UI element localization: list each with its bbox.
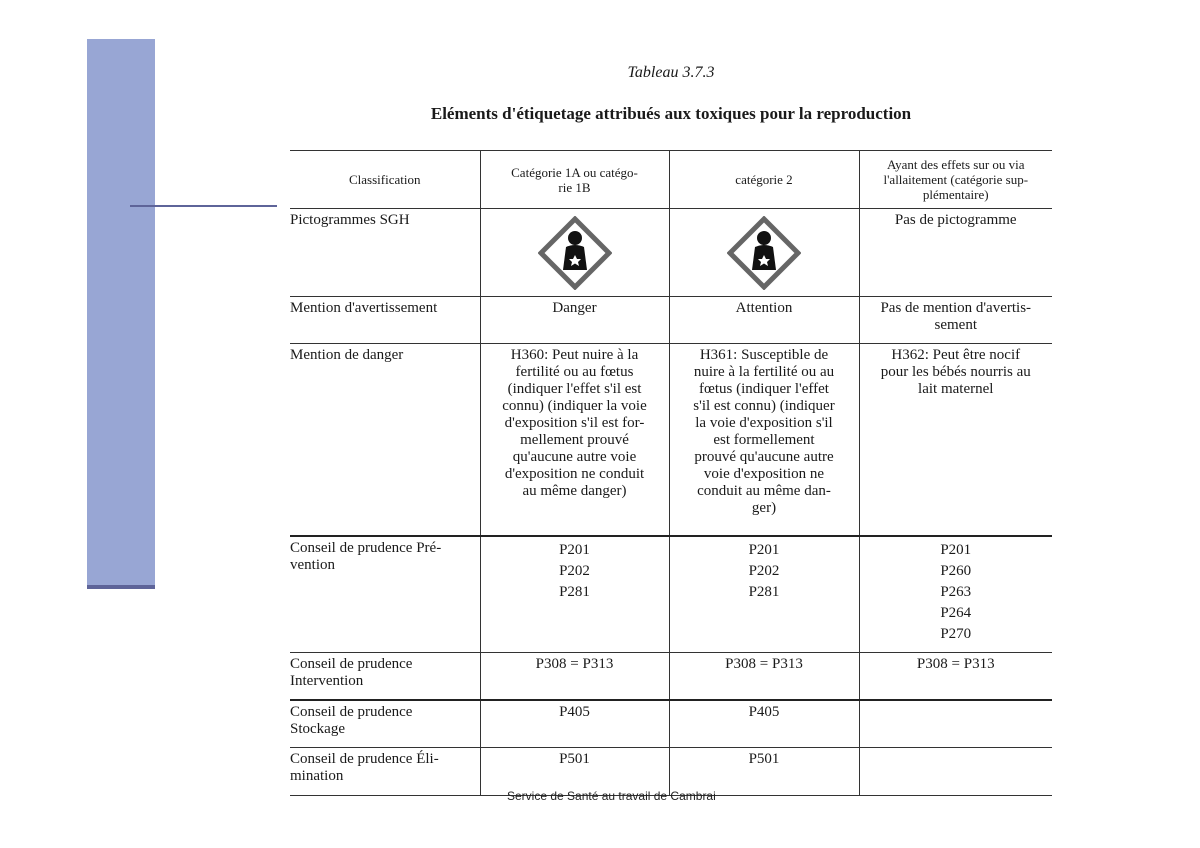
disposal-cat1: P501 xyxy=(480,748,669,796)
row-label: Conseil de prudence Stockage xyxy=(290,703,413,737)
signal-word-cat1: Danger xyxy=(480,297,669,344)
signal-word-lactation: Pas de mention d'avertis- sement xyxy=(859,297,1052,344)
row-label: Conseil de prudence Intervention xyxy=(290,656,413,689)
table-row-prevention xyxy=(290,536,1052,653)
storage-lactation xyxy=(859,700,1052,748)
table-row-intervention xyxy=(290,653,1052,700)
footer-text: Service de Santé au travail de Cambrai xyxy=(507,789,716,803)
header-classification: Classification xyxy=(349,172,421,187)
hazard-lactation: H362: Peut être nocif pour les bébés nourris au lait maternel xyxy=(859,344,1052,536)
health-hazard-icon xyxy=(727,216,801,290)
prevention-cat1: P201 P202 P281 xyxy=(480,536,669,653)
no-pictogram-text: Pas de pictogramme xyxy=(859,209,1052,297)
signal-word-cat2: Attention xyxy=(669,297,859,344)
pictogram-cell xyxy=(480,209,669,297)
header-category-1: Catégorie 1A ou catégo- rie 1B xyxy=(480,151,669,209)
storage-cat2: P405 xyxy=(669,700,859,748)
hazard-cat1: H360: Peut nuire à la fertilité ou au fœtus (indiquer l'effet s'il est connu) (indiquer la voie d'exposition s'il est for- mellement prouvé qu'aucune autre voie d'exposition ne conduit au même danger) xyxy=(480,344,669,536)
table-caption: Tableau 3.7.3 xyxy=(627,64,715,81)
table-row-signal-word xyxy=(290,297,1052,344)
pictogram-cell xyxy=(669,209,859,297)
table-row-storage xyxy=(290,700,1052,748)
prevention-cat2: P201 P202 P281 xyxy=(669,536,859,653)
intervention-cat2: P308 = P313 xyxy=(669,653,859,700)
header-lactation: Ayant des effets sur ou via l'allaitement (catégorie sup- plémentaire) xyxy=(859,151,1052,209)
table-header-row xyxy=(290,151,1052,209)
prevention-lactation: P201 P260 P263 P264 P270 xyxy=(859,536,1052,653)
row-label: Conseil de prudence Éli- mination xyxy=(290,751,439,784)
intervention-lactation: P308 = P313 xyxy=(859,653,1052,700)
health-hazard-icon xyxy=(538,216,612,290)
labeling-table xyxy=(290,150,1052,796)
table-row-pictograms xyxy=(290,209,1052,297)
table-row-hazard xyxy=(290,344,1052,536)
row-label: Conseil de prudence Pré- vention xyxy=(290,539,442,573)
storage-cat1: P405 xyxy=(480,700,669,748)
divider-line xyxy=(130,205,277,207)
row-label: Mention d'avertissement xyxy=(290,300,438,316)
disposal-cat2: P501 xyxy=(669,748,859,796)
table-title: Eléments d'étiquetage attribués aux toxiques pour la reproduction xyxy=(430,104,912,123)
disposal-lactation xyxy=(859,748,1052,796)
row-label: Pictogrammes SGH xyxy=(290,212,410,228)
row-label: Mention de danger xyxy=(290,347,404,363)
hazard-cat2: H361: Susceptible de nuire à la fertilité ou au fœtus (indiquer l'effet s'il est connu) (indiquer la voie d'exposition s'il est formellement prouvé qu'aucune autre voie d'exposition ne conduit au même dan- ger) xyxy=(669,344,859,536)
intervention-cat1: P308 = P313 xyxy=(480,653,669,700)
sidebar-decoration xyxy=(87,39,155,589)
header-category-2: catégorie 2 xyxy=(669,151,859,209)
